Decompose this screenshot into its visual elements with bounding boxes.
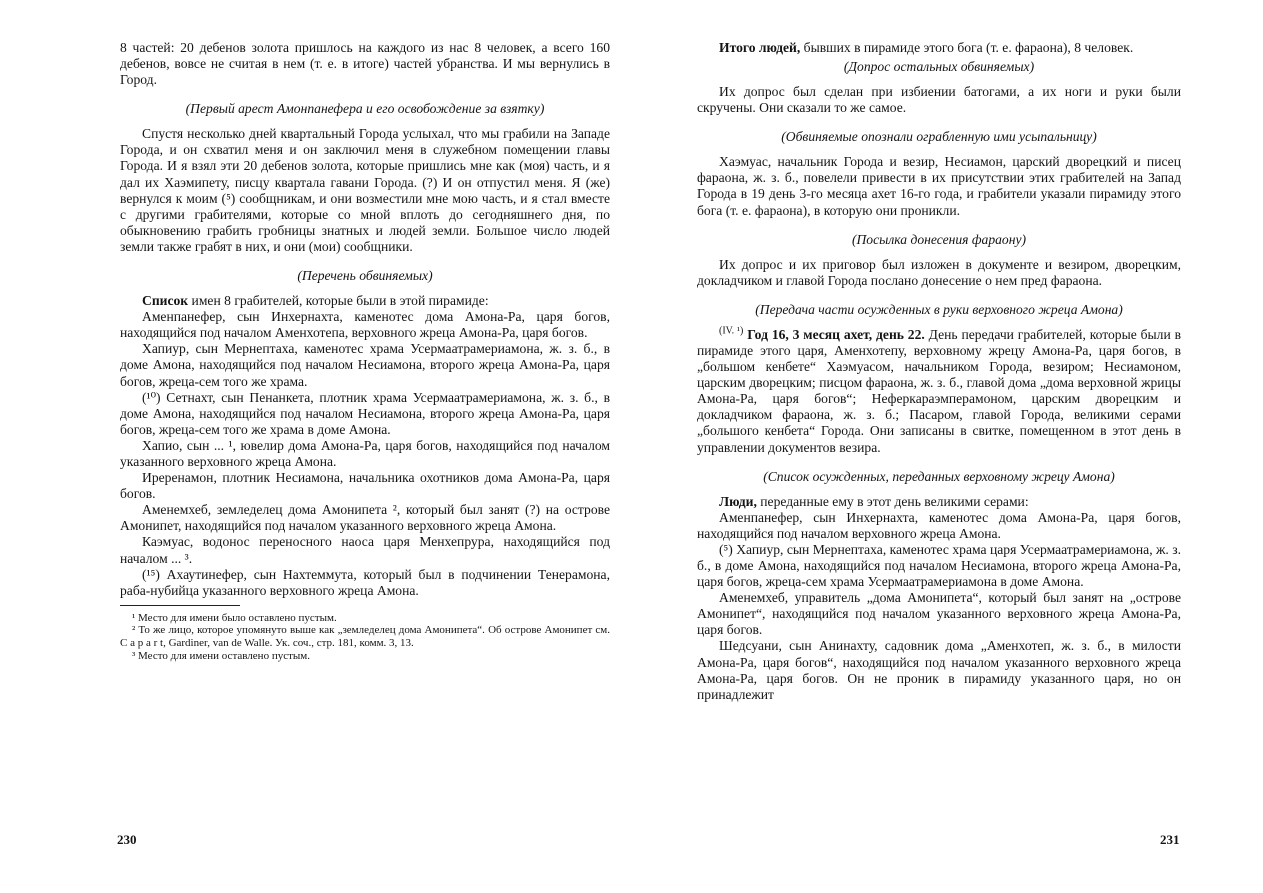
list-entry: Аменпанефер, сын Инхернахта, каменотес дома Амона-Ра, царя богов, находящийся под началом верховного жреца Амона. [697,509,1181,541]
footnote-rule [120,605,240,606]
paragraph: Их допрос был сделан при избиении батогами, а их ноги и руки были скручены. Они сказали то же самое. [697,84,1181,116]
section-heading: (Первый арест Амонпанефера и его освобождение за взятку) [185,101,545,117]
page-number: 231 [1160,832,1180,847]
footnotes [120,605,610,662]
paragraph [697,40,1181,56]
line-marker: (IV. ¹) [719,325,744,337]
list-entry: Каэмуас, водонос переносного наоса царя Менхепрура, находящийся под началом ... ³. [120,534,610,566]
list-entry: Иреренамон, плотник Несиамона, начальника охотников дома Амона-Ра, царя богов. [120,470,610,502]
section-heading: (Допрос остальных обвиняемых) [843,59,1035,75]
section-heading: (Передача части осужденных в руки верховного жреца Амона) [755,301,1123,317]
paragraph [697,327,1181,456]
bold-date: Год 16, 3 месяц ахет, день 22. [743,326,925,342]
list-entry: (¹⁰) Сетнахт, сын Пенанкета, плотник храма Усермаатрамериамона, ж. з. б., в доме Амона, находящийся под началом Несиамона, второго жреца Амона-Ра, царя богов, жреца-сем того же храма в доме Амона. [120,389,610,437]
bold-lead-word: Люди, [719,493,757,509]
section-heading: (Обвиняемые опознали ограбленную ими усыпальницу) [781,129,1097,145]
paragraph-text: имен 8 грабителей, которые были в этой пирамиде: [188,293,489,309]
right-page [697,40,1181,703]
footnote: ¹ Место для имени было оставлено пустым. [132,611,337,624]
list-entry: (¹⁵) Ахаутинефер, сын Нахтеммута, который был в подчинении Тенерамона, раба-нубийца указанного верховного жреца Амона. [120,566,610,598]
paragraph: Их допрос и их приговор был изложен в документе и везиром, дворецким, докладчиком и главой Города послано донесение о нем пред фараона. [697,256,1181,288]
list-entry: Аменемхеб, земледелец дома Амонипета ², который был занят (?) на острове Амонипет, находящийся под началом указанного верховного жреца Амона. [120,502,610,534]
list-entry: Аменемхеб, управитель „дома Амонипета“, который был занят на „острове Амонипет“, находящийся под началом указанного верховного жреца Амона-Ра, царя богов. [697,590,1181,638]
paragraph [697,494,1181,510]
paragraph: Спустя несколько дней квартальный Города услыхал, что мы грабили на Западе Города, и он схватил меня и он заключил меня в служебном помещении главы Города. И я взял эти 20 дебенов золота, которые пришлись мне как (моя) часть, и я дал их Хаэмипету, писцу квартала гавани Города. (?) И он отпустил меня. Я (же) вернулся к моим (⁵) сообщникам, и они возместили мне мою часть, и я стал вместе с другими грабителями, которые со мной вплоть до сегодняшнего дня, по обыкновению грабить гробницы знатных и людей земли. Большое число людей земли также грабят в них, и они (мои) сообщники. [120,126,610,254]
footnote: ² То же лицо, которое упомянуто выше как „земледелец дома Амонипета“. Об острове Амонипет см. C a p a r t, Gardiner, van de Walle. Ук. соч., стр. 181, комм. 3, 13. [120,624,610,649]
page-number: 230 [117,832,137,847]
list-entry: (⁵) Хапиур, сын Мернептаха, каменотес храма царя Усермаатрамериамона, ж. з. б., в доме Амона, находящийся под началом Несиамона, второго жреца Амона-Ра, царя богов, жреца-сем храма Усермаатрамериамона в доме Амона. [697,541,1181,590]
paragraph-text: переданные ему в этот день великими серами: [756,493,1029,509]
paragraph-text: День передачи грабителей, которые были в пирамиде этого царя, Аменхотепу, верховному жрецу Амона-Ра, царя богов, в „большом кенбете“ Хаэмуасом, начальником Города, везиром; Несиамоном, царским дворецким; писцом фараона, ж. з. б., главой дома „дома верховной жрицы Амона-Ра, царя богов“; Неферкараэмперамоном, царским дворецким и докладчиком фараона, ж. з. б.; Пасаром, главой Города, великими серами „большого кенбета“ Города. Они записаны в свитке, помещенном в этот день в управлении документов везира. [697,326,1181,455]
bold-lead-word: Список [142,293,189,309]
paragraph-text: бывших в пирамиде этого бога (т. е. фараона), 8 человек. [800,40,1134,55]
list-entry: Хапиур, сын Мернептаха, каменотес храма Усермаатрамериамона, ж. з. б., в доме Амона, находящийся под началом Несиамона, второго жреца Амона-Ра, царя богов, жреца-сем того же храма. [120,341,610,389]
left-page [120,40,610,662]
section-heading: (Перечень обвиняемых) [297,268,433,284]
footnote: ³ Место для имени оставлено пустым. [132,649,310,662]
section-heading: (Посылка донесения фараону) [851,231,1027,247]
section-heading: (Список осужденных, переданных верховному жрецу Амона) [763,468,1115,484]
bold-lead-word: Итого людей, [719,40,801,55]
list-entry: Шедсуани, сын Анинахту, садовник дома „Аменхотеп, ж. з. б., в милости Амона-Ра, царя богов“, находящийся под началом указанного верховного жреца Амона-Ра, царя богов. Он не проник в пирамиду указанного царя, но он принадлежит [697,638,1181,702]
paragraph [120,293,610,309]
paragraph: Хаэмуас, начальник Города и везир, Несиамон, царский дворецкий и писец фараона, ж. з. б., повелели привести в их присутствии этих грабителей на Запад Города в 19 день 3-го месяца ахет 16-го года, и грабители указали пирамиду этого бога (т. е. фараона), в которую они проникли. [697,154,1181,218]
paragraph: 8 частей: 20 дебенов золота пришлось на каждого из нас 8 человек, а всего 160 дебенов, вовсе не считая в нем (т. е. в итоге) частей убранства. И мы вернулись в Город. [120,40,610,88]
list-entry: Аменпанефер, сын Инхернахта, каменотес дома Амона-Ра, царя богов, находящийся под началом Аменхотепа, верховного жреца Амона-Ра, царя богов. [120,309,610,341]
list-entry: Хапио, сын ... ¹, ювелир дома Амона-Ра, царя богов, находящийся под началом указанного верховного жреца Амона. [120,437,610,469]
